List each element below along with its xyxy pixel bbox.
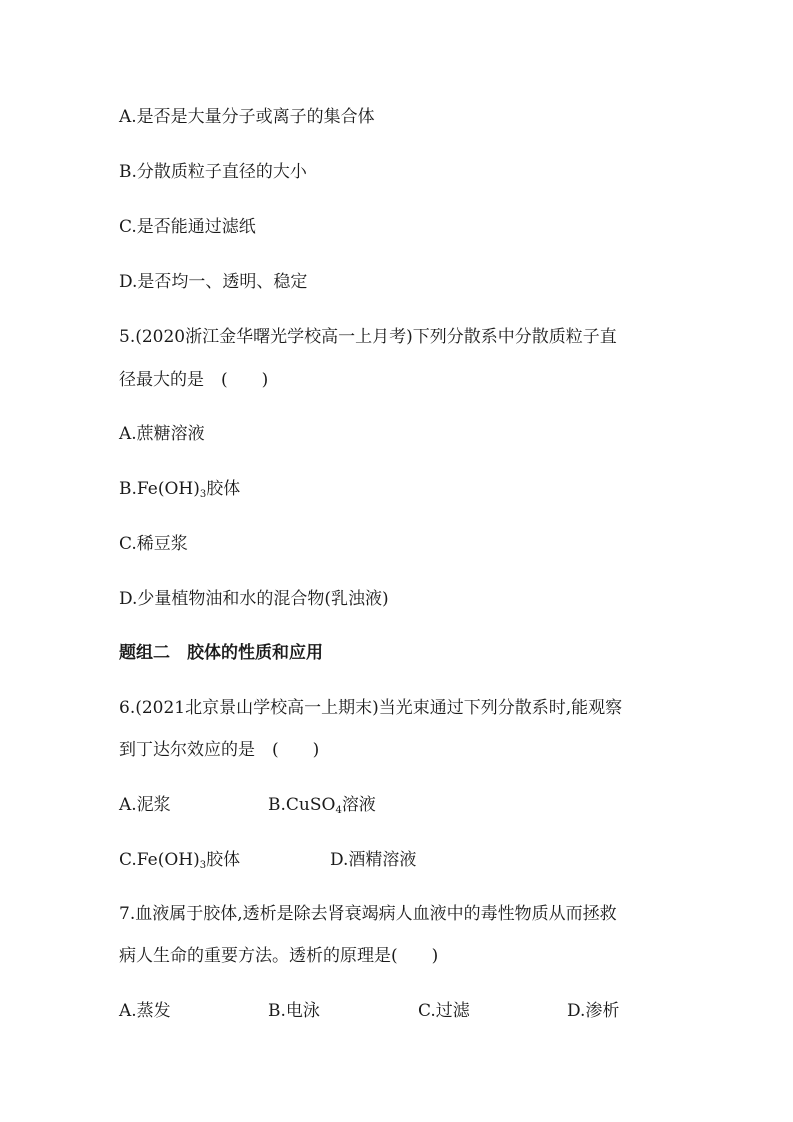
- option-b-formula: B.Fe(OH): [119, 479, 200, 499]
- option-b-text: 溶液: [341, 795, 376, 815]
- question-5-stem-line2: 径最大的是 ( ): [119, 370, 269, 390]
- question-7-option-d: D.渗析: [567, 1001, 620, 1021]
- question-5-option-c: C.稀豆浆: [119, 534, 188, 554]
- question-5-option-a: A.蔗糖溶液: [119, 424, 205, 444]
- question-7-option-c: C.过滤: [418, 1001, 470, 1021]
- question-4-option-c: C.是否能通过滤纸: [119, 217, 256, 237]
- option-b-text: 胶体: [206, 479, 241, 499]
- option-c-formula: C.Fe(OH): [119, 850, 200, 870]
- subscript: 3: [199, 860, 207, 871]
- question-5-option-b: [119, 478, 240, 500]
- question-6-option-b: [268, 794, 376, 816]
- question-6-stem-line2: 到丁达尔效应的是 ( ): [119, 740, 320, 760]
- question-6-option-a: A.泥浆: [119, 795, 171, 815]
- subscript: 4: [335, 805, 342, 816]
- question-6-stem-line1: 6.(2021北京景山学校高一上期末)当光束通过下列分散系时,能观察: [119, 698, 623, 718]
- question-5-option-d: D.少量植物油和水的混合物(乳浊液): [119, 589, 389, 609]
- question-7-option-a: A.蒸发: [119, 1001, 171, 1021]
- question-6-option-c: [119, 849, 240, 871]
- option-b-formula: B.CuSO: [268, 795, 336, 815]
- option-c-text: 胶体: [206, 850, 241, 870]
- question-7-stem-line1: 7.血液属于胶体,透析是除去肾衰竭病人血液中的毒性物质从而拯救: [119, 904, 617, 924]
- question-4-option-a: A.是否是大量分子或离子的集合体: [119, 107, 375, 127]
- question-5-stem-line1: 5.(2020浙江金华曙光学校高一上月考)下列分散系中分散质粒子直: [119, 327, 617, 347]
- subscript: 3: [199, 489, 207, 500]
- question-4-option-b: B.分散质粒子直径的大小: [119, 162, 307, 182]
- section-heading: 题组二 胶体的性质和应用: [119, 643, 323, 663]
- question-6-option-d: D.酒精溶液: [330, 850, 417, 870]
- question-7-stem-line2: 病人生命的重要方法。透析的原理是( ): [119, 946, 439, 966]
- question-4-option-d: D.是否均一、透明、稳定: [119, 272, 308, 292]
- question-7-option-b: B.电泳: [268, 1001, 320, 1021]
